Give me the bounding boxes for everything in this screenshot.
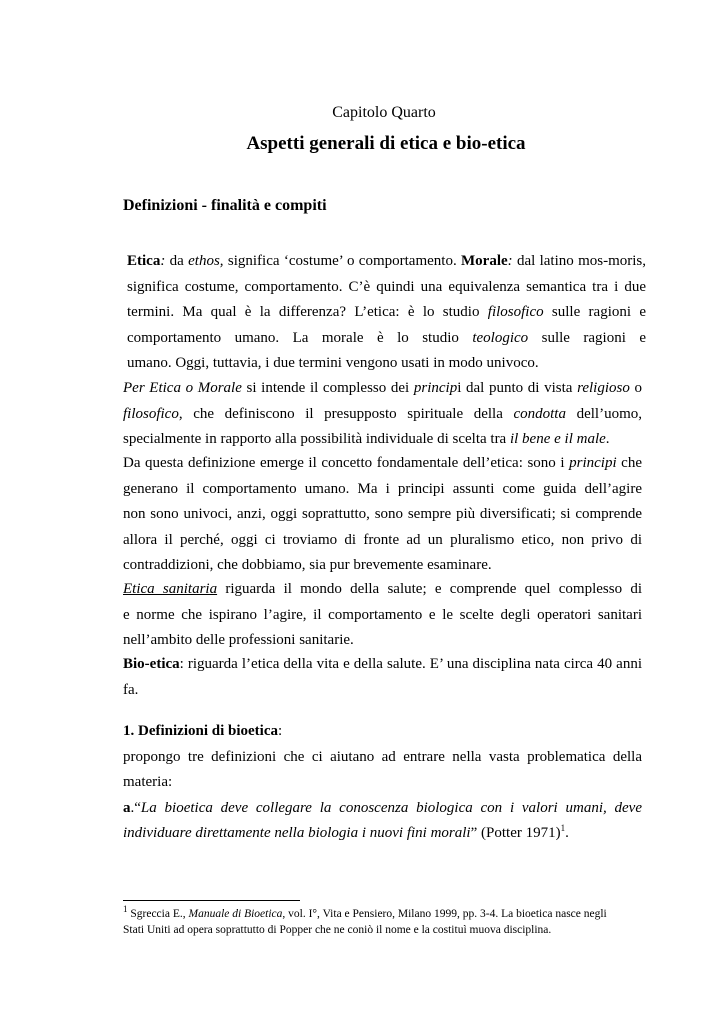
footnote-line: Stati Uniti ad opera soprattutto di Popper che ne coniò il nome e la costituì muova disciplina. xyxy=(123,924,552,936)
text-line: Etica sanitaria riguarda il mondo della salute; e comprende quel complesso di xyxy=(123,581,642,597)
text-line: individuare direttamente nella biologia i nuovi fini morali” (Potter 1971)$^1$. xyxy=(123,823,569,841)
text-line: umano. Oggi, tuttavia, i due termini vengono usati in modo univoco. xyxy=(127,355,539,371)
footnote-line: $^1$ Sgreccia E., Manuale di Bioetica, vol. I°, Vita e Pensiero, Milano 1999, pp. 3-4. La bioetica nasce negli xyxy=(123,904,607,920)
text-line: non sono univoci, anzi, oggi soprattutto, sono sempre più diversificati; si comprende xyxy=(123,506,642,522)
text-line: propongo tre definizioni che ci aiutano ad entrare nella vasta problematica della xyxy=(123,748,642,765)
text-line: allora il perché, oggi ci troviamo di fronte ad un pluralismo etico, non privo di xyxy=(123,531,642,548)
paragraph-etica-sanitaria xyxy=(123,577,642,654)
chapter-title: Aspetti generali di etica e bio-etica xyxy=(246,133,526,154)
chapter-label: Capitolo Quarto xyxy=(332,104,436,121)
subsection-bioethics-definitions xyxy=(123,719,642,847)
paragraph-definitions xyxy=(123,249,646,377)
text-line: Per Etica o Morale si intende il complesso dei principi dal punto di vista religioso o xyxy=(123,380,642,396)
text-line: termini. Ma qual è la differenza? L’etica: è lo studio filosofico sulle ragioni e xyxy=(127,304,646,320)
text-line: contraddizioni, che dobbiamo, sia pur brevemente esaminare. xyxy=(123,557,492,573)
text-line: comportamento umano. La morale è lo studio teologico sulle ragioni e xyxy=(127,329,646,346)
subsection-heading: 1. Definizioni di bioetica: xyxy=(123,723,283,739)
text-line: nell’ambito delle professioni sanitarie. xyxy=(123,632,354,648)
text-line: Da questa definizione emerge il concetto fondamentale dell’etica: sono i principi che xyxy=(123,455,642,471)
section-heading: Definizioni - finalità e compiti xyxy=(123,197,327,214)
footnote xyxy=(123,906,642,938)
text-line: fa. xyxy=(123,681,139,698)
text-line: e norme che ispirano l’agire, il comportamento e le scelte degli operatori sanitari xyxy=(123,606,642,623)
text-line: materia: xyxy=(123,774,173,790)
footnote-divider xyxy=(123,900,300,901)
text-line: specialmente in rapporto alla possibilità individuale di scelta tra il bene e il male. xyxy=(123,431,610,447)
text-line: Bio-etica: riguarda l’etica della vita e della salute. E’ una disciplina nata circa 40 anni xyxy=(123,656,642,672)
text-line: Etica: da ethos, significa ‘costume’ o comportamento. Morale: dal latino mos-moris, xyxy=(127,253,646,269)
text-line: a.“La bioetica deve collegare la conoscenza biologica con i valori umani, deve xyxy=(123,799,642,816)
text-line: significa costume, comportamento. C’è quindi una equivalenza semantica tra i due xyxy=(127,278,646,295)
text-line: filosofico, che definiscono il presupposto spirituale della condotta dell’uomo, xyxy=(123,405,642,422)
paragraph-etica-morale xyxy=(123,376,642,453)
paragraph-principles xyxy=(123,451,642,579)
paragraph-bio-etica xyxy=(123,652,642,703)
text-line: generano il comportamento umano. Ma i principi assunti come guida dell’agire xyxy=(123,480,642,497)
